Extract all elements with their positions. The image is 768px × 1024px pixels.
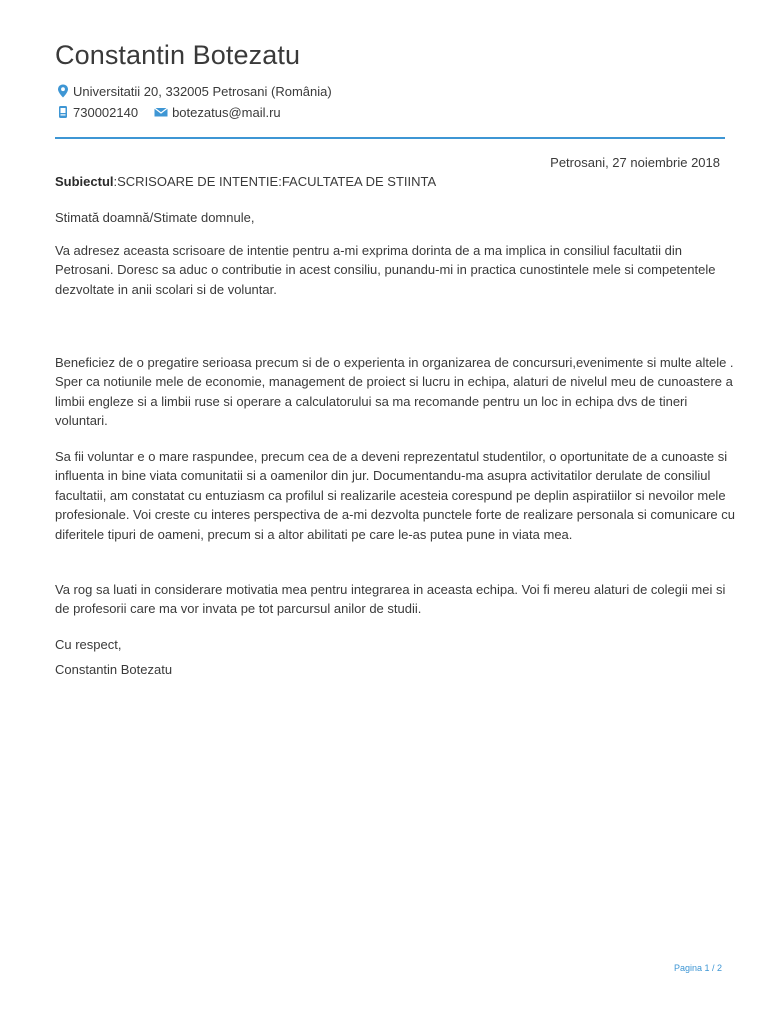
paragraph-3: Sa fii voluntar e o mare raspundee, precum cea de a deveni reprezentatul studentilor, o oportunitate de a cunoaste si influenta in bine viata comunitatii si a oamenilor din jur. Documentandu-ma asupra activitatilor derulate de consiliul facultatii, am constatat cu entuziasm ca profilul si realizarile acesteia corespund pe deplin aspiratiilor si nevoilor mele profesionale. Voi creste cu interes perspectiva de a-mi dezvolta punctele forte de realizare personala si comunicare cu diferitele tipuri de oameni, precum si a altor abilitati pe care le-as putea pune in viata mea. <box>55 449 735 542</box>
address-text: Universitatii 20, 332005 Petrosani (România) <box>73 83 332 99</box>
email-link[interactable]: botezatus@mail.ru <box>172 104 281 120</box>
paragraph-4: Va rog sa luati in considerare motivatia mea pentru integrarea in aceasta echipa. Voi fi mereu alaturi de colegii mei si de profesorii care ma vor invata pe tot parcursul anilor de studii. <box>55 582 726 617</box>
page-number: Pagina 1 / 2 <box>673 963 722 973</box>
address-line <box>57 82 332 100</box>
paragraph-2: Beneficiez de o pregatire serioasa precum si de o experienta in organizarea de concursuri,evenimente si multe altele . Sper ca notiunile mele de economie, management de proiect si lucru in echipa, alaturi de nivelul meu de cunoastere a limbii engleze si a limbii ruse si operare a calculatorului sa ma recomande pentru un loc in echipa dvs de tineri voluntari. <box>55 355 734 429</box>
closing: Cu respect, <box>55 637 122 652</box>
subject-text: :SCRISOARE DE INTENTIE:FACULTATEA DE STIINTA <box>113 174 437 189</box>
greeting: Stimată doamnă/Stimate domnule, <box>55 210 255 225</box>
applicant-name: Constantin Botezatu <box>55 40 301 70</box>
paragraph-1: Va adresez aceasta scrisoare de intentie pentru a-mi exprima dorinta de a ma implica in consiliul facultatii din Petrosani. Doresc sa aduc o contributie in acest consiliu, punandu-mi in practica cunostintele mele si competentele dezvoltate in anii scolari si de voluntar. <box>55 243 716 297</box>
phone-number[interactable]: 730002140 <box>73 104 139 120</box>
phone-icon <box>57 105 69 119</box>
location-pin-icon <box>57 84 69 98</box>
subject-label: Subiectul <box>55 174 114 189</box>
signature: Constantin Botezatu <box>55 662 173 677</box>
letter-subject <box>55 174 436 189</box>
envelope-icon <box>154 106 168 118</box>
contact-line <box>57 103 281 121</box>
header-divider <box>55 137 725 139</box>
letter-date: Petrosani, 27 noiembrie 2018 <box>550 155 720 170</box>
